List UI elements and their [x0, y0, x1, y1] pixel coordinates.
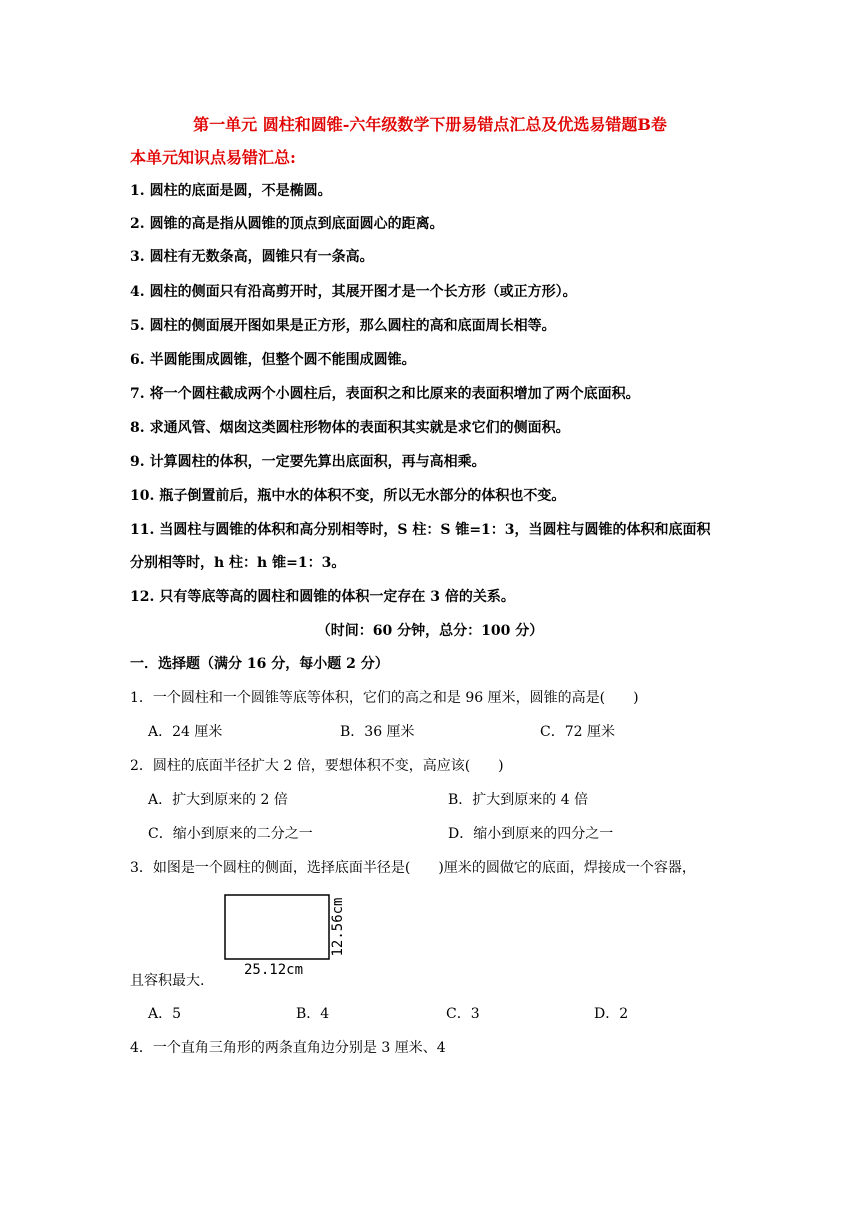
question-2: 2．圆柱的底面半径扩大 2 倍，要想体积不变，高应该( ) [130, 758, 504, 774]
tip-item: 8. 求通风管、烟囱这类圆柱形物体的表面积其实就是求它们的侧面积。 [130, 420, 570, 436]
tip-item: 2. 圆锥的高是指从圆锥的顶点到底面圆心的距离。 [130, 216, 444, 232]
option-b: B．36 厘米 [340, 724, 415, 740]
tip-item: 7. 将一个圆柱截成两个小圆柱后，表面积之和比原来的表面积增加了两个底面积。 [130, 386, 640, 402]
section-heading: 一．选择题（满分 16 分，每小题 2 分） [130, 656, 389, 672]
tip-item: 9. 计算圆柱的体积，一定要先算出底面积，再与高相乘。 [130, 454, 486, 470]
option-c: C．3 [446, 1006, 480, 1022]
question-4: 4．一个直角三角形的两条直角边分别是 3 厘米、4 [130, 1040, 446, 1056]
document-title: 第一单元 圆柱和圆锥-六年级数学下册易错点汇总及优选易错题B卷 [193, 115, 667, 134]
question-3-continuation: 且容积最大. [130, 973, 205, 989]
cylinder-side-rectangle-figure [224, 894, 350, 964]
option-a: A．24 厘米 [148, 724, 223, 740]
question-1: 1．一个圆柱和一个圆锥等底等体积，它们的高之和是 96 厘米，圆锥的高是( ) [130, 690, 639, 706]
question-3: 3．如图是一个圆柱的侧面，选择底面半径是( )厘米的圆做它的底面，焊接成一个容器， [130, 860, 696, 876]
height-label: 12.56cm [330, 897, 346, 957]
width-label: 25.12cm [244, 962, 304, 978]
tip-item: 11. 当圆柱与圆锥的体积和高分别相等时，S 柱：S 锥=1：3，当圆柱与圆锥的体积和底面积 [130, 522, 711, 538]
tip-item: 6. 半圆能围成圆锥，但整个圆不能围成圆锥。 [130, 352, 416, 368]
rectangle-shape [225, 895, 329, 959]
tip-item: 4. 圆柱的侧面只有沿高剪开时，其展开图才是一个长方形（或正方形）。 [130, 284, 577, 300]
option-a: A．5 [148, 1006, 182, 1022]
option-b: B．4 [296, 1006, 330, 1022]
tip-item: 5. 圆柱的侧面展开图如果是正方形，那么圆柱的高和底面周长相等。 [130, 318, 556, 334]
option-d: D．缩小到原来的四分之一 [448, 826, 614, 842]
option-c: C．72 厘米 [540, 724, 615, 740]
tip-item: 10. 瓶子倒置前后，瓶中水的体积不变，所以无水部分的体积也不变。 [130, 488, 566, 504]
section-subtitle: 本单元知识点易错汇总: [130, 148, 296, 167]
option-d: D．2 [594, 1006, 629, 1022]
option-c: C．缩小到原来的二分之一 [148, 826, 313, 842]
tip-item: 12. 只有等底等高的圆柱和圆锥的体积一定存在 3 倍的关系。 [130, 589, 515, 605]
tip-item: 3. 圆柱有无数条高，圆锥只有一条高。 [130, 249, 374, 265]
option-a: A．扩大到原来的 2 倍 [148, 792, 288, 808]
exam-time-info: （时间：60 分钟，总分：100 分） [316, 623, 544, 639]
option-b: B．扩大到原来的 4 倍 [448, 792, 589, 808]
tip-item: 1. 圆柱的底面是圆，不是椭圆。 [130, 183, 332, 199]
tip-item-continuation: 分别相等时，h 柱：h 锥=1：3。 [130, 555, 346, 571]
